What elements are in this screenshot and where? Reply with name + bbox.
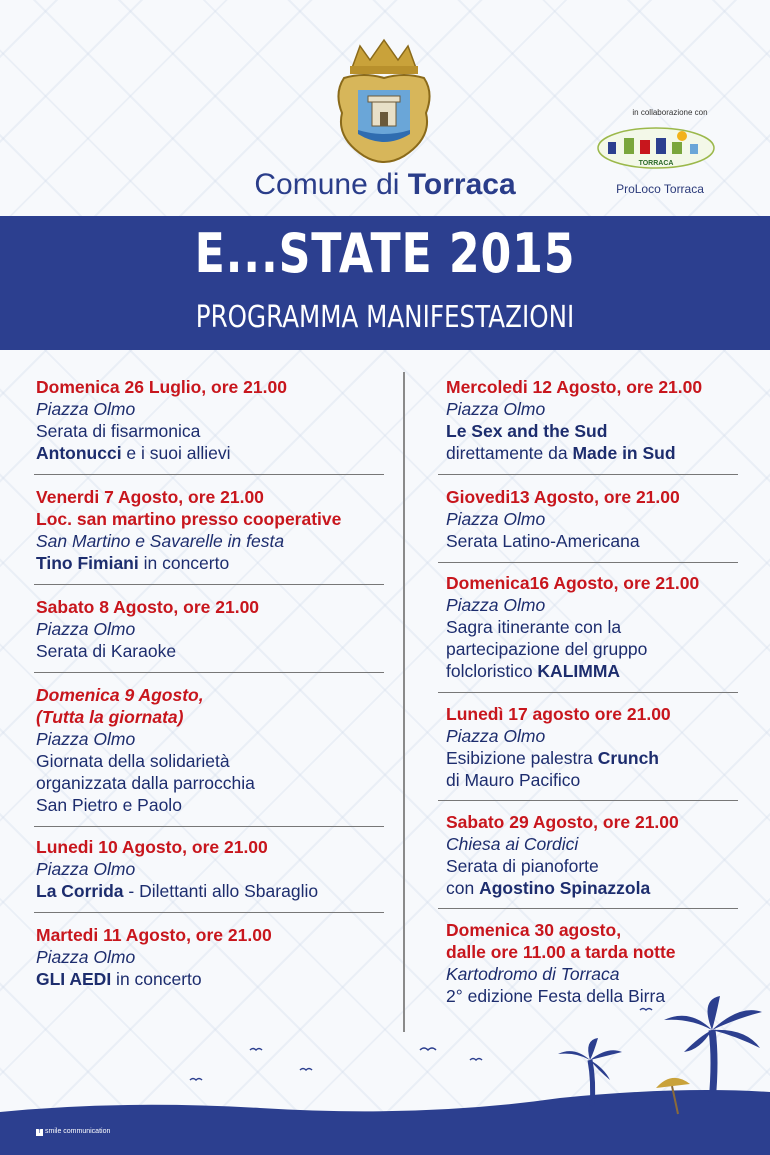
event-date: Domenica 30 agosto, [446,920,622,940]
event-separator [34,672,384,673]
event-place: Piazza Olmo [446,726,546,746]
event-item [36,684,255,816]
event-description: di Mauro Pacifico [446,770,581,790]
comune-prefix: Comune di [254,168,408,201]
event-separator [34,826,384,827]
event-description-rest: folcloristico [446,661,538,681]
event-description [36,442,287,464]
proloco-logo [596,126,716,170]
event-description-rest: in concerto [111,969,202,989]
event-place: Piazza Olmo [36,619,136,639]
event-place: Piazza Olmo [36,729,136,749]
event-place: Chiesa ai Cordici [446,834,579,854]
event-performer: Crunch [597,748,659,768]
event-description [36,968,272,990]
event-location: Loc. san martino presso cooperative [36,509,342,529]
comune-title [0,168,770,202]
event-description [446,442,702,464]
event-description-rest: direttamente da [446,443,573,463]
event-description: Serata di fisarmonica [36,421,201,441]
comune-name: Torraca [407,168,516,201]
event-separator [438,800,738,801]
event-place: Piazza Olmo [446,509,546,529]
event-description: Sagra itinerante con la [446,617,622,637]
event-item [36,376,287,464]
event-date: Mercoledi 12 Agosto, ore 21.00 [446,377,703,397]
event-date: Venerdi 7 Agosto, ore 21.00 [36,487,264,507]
event-description: partecipazione del gruppo [446,639,648,659]
event-description: organizzata dalla parrocchia [36,773,255,793]
event-date: Sabato 29 Agosto, ore 21.00 [446,812,679,832]
event-item [36,836,318,902]
event-place: Piazza Olmo [36,947,136,967]
event-performer: Made in Sud [572,443,676,463]
event-separator [34,912,384,913]
event-description [446,877,679,899]
event-item [36,924,272,990]
event-separator [438,474,738,475]
event-item [36,596,259,662]
event-item [446,703,671,791]
event-item [446,376,702,464]
event-description [446,747,671,769]
event-date: Domenica 26 Luglio, ore 21.00 [36,377,287,397]
column-divider [403,372,405,1032]
event-place: Piazza Olmo [36,859,136,879]
event-description [446,660,699,682]
event-item [446,486,680,552]
event-item [36,486,341,574]
proloco-logo-text: TORRACA [638,160,674,167]
event-description-rest: Esibizione palestra [446,748,598,768]
event-time: (Tutta la giornata) [36,707,184,727]
event-description [36,552,341,574]
event-item [446,572,699,682]
event-place: Kartodromo di Torraca [446,964,620,984]
event-performer: Agostino Spinazzola [479,878,651,898]
event-description: Serata di pianoforte [446,856,599,876]
event-item [446,811,679,899]
event-date: Sabato 8 Agosto, ore 21.00 [36,597,260,617]
event-date: Domenica16 Agosto, ore 21.00 [446,573,700,593]
proloco-name: ProLoco Torraca [616,182,704,196]
event-place: Piazza Olmo [36,399,136,419]
event-separator [438,692,738,693]
torraca-crest-emblem [334,38,434,168]
event-performer: Le Sex and the Sud [446,421,608,441]
event-subtitle: PROGRAMMA MANIFESTAZIONI [195,300,575,335]
event-title: E...STATE 2015 [194,222,576,285]
event-description-rest: - Dilettanti allo Sbaraglio [123,881,319,901]
event-separator [34,474,384,475]
event-performer: Antonucci [36,443,122,463]
facebook-icon: f [36,1129,43,1136]
event-date: Lunedì 17 agosto ore 21.00 [446,704,671,724]
event-date: Domenica 9 Agosto, [36,685,204,705]
event-performer: La Corrida [36,881,124,901]
footer-credit [36,1128,110,1136]
collaboration-label: in collaborazione con [632,108,708,117]
event-description [36,880,318,902]
event-description: Giornata della solidarietà [36,751,230,771]
event-performer: KALIMMA [537,661,621,681]
event-place: Piazza Olmo [446,399,546,419]
event-place: Piazza Olmo [446,595,546,615]
event-description-rest: con [446,878,480,898]
event-separator [438,562,738,563]
event-description: 2° edizione Festa della Birra [446,986,666,1006]
credit-text: smile communication [45,1128,111,1135]
event-description-rest: e i suoi allievi [121,443,231,463]
event-description: San Pietro e Paolo [36,795,182,815]
event-date: Lunedi 10 Agosto, ore 21.00 [36,837,268,857]
event-time: dalle ore 11.00 a tarda notte [446,942,676,962]
beach-scene-illustration [0,990,770,1155]
event-description: Serata Latino-Americana [446,531,640,551]
event-separator [34,584,384,585]
event-performer: GLI AEDI [36,969,112,989]
event-separator [438,908,738,909]
event-performer: Tino Fimiani [36,553,139,573]
event-place: San Martino e Savarelle in festa [36,531,285,551]
event-date: Martedi 11 Agosto, ore 21.00 [36,925,272,945]
event-description: Serata di Karaoke [36,641,177,661]
event-date: Giovedi13 Agosto, ore 21.00 [446,487,680,507]
event-description-rest: in concerto [138,553,230,573]
